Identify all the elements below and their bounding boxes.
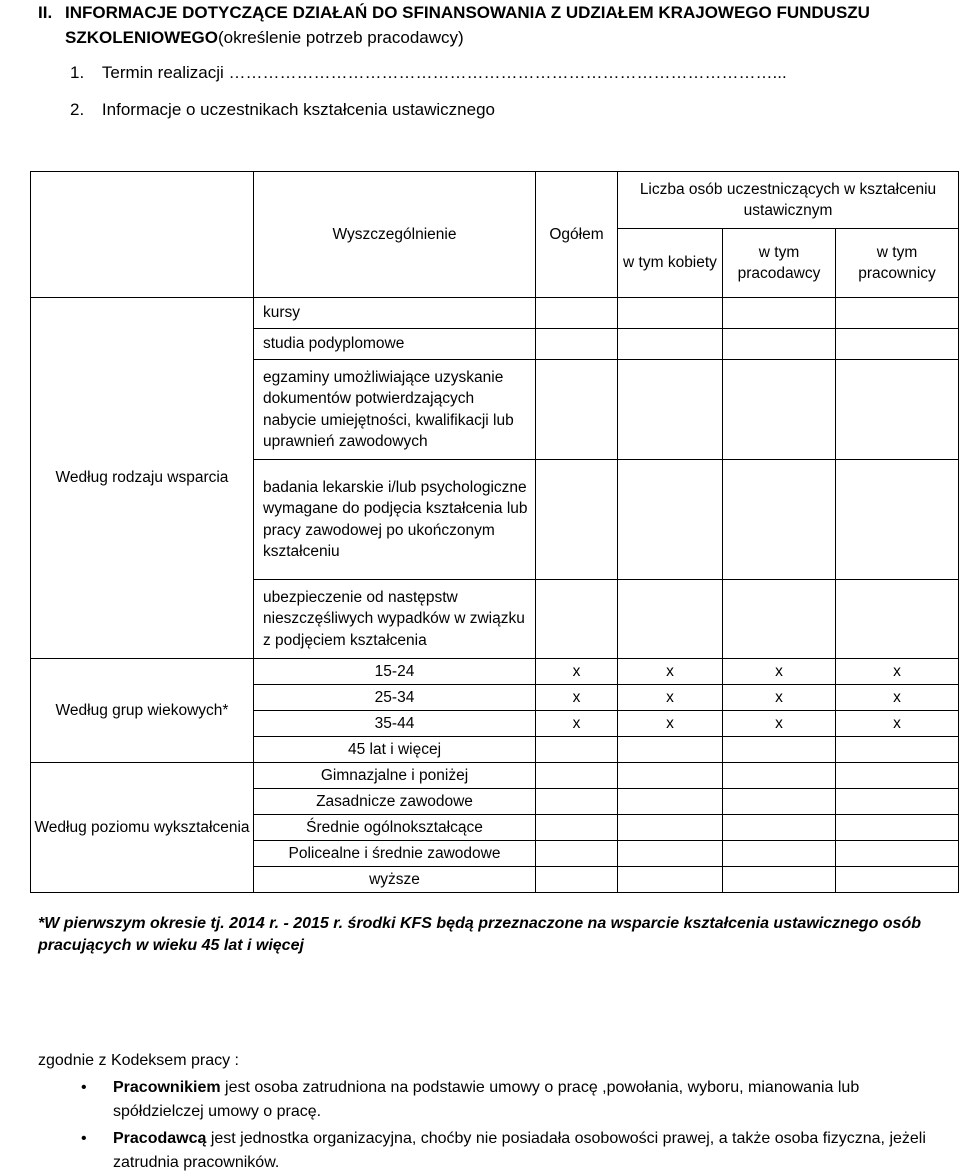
table-cell[interactable] [536,329,618,360]
age-row-label: 15-24 [254,659,536,685]
list-item-number: 1. [70,63,85,82]
table-cell: x [723,659,836,685]
table-cell[interactable] [723,815,836,841]
table-cell[interactable] [723,763,836,789]
table-cell[interactable] [836,763,959,789]
table-cell[interactable] [836,298,959,329]
definition-text: jest jednostka organizacyjna, choćby nie posiadała osobowości prawej, a także osoba fizyczna, jeżeli zatrudnia pracowników. [113,1129,926,1171]
table-cell[interactable] [836,580,959,659]
support-row-label: ubezpieczenie od następstw nieszczęśliwych wypadków w związku z podjęciem kształcenia [254,580,536,659]
header-empty-cell [31,172,254,298]
section-title [65,0,935,50]
table-cell[interactable] [836,841,959,867]
table-cell[interactable] [536,580,618,659]
header-kobiety: w tym kobiety [618,229,723,298]
table-cell[interactable] [618,763,723,789]
header-wyszczegolnienie: Wyszczególnienie [254,172,536,298]
table-cell[interactable] [536,763,618,789]
table-cell[interactable] [618,329,723,360]
table-cell: x [536,711,618,737]
table-cell[interactable] [723,737,836,763]
table-cell[interactable] [836,360,959,460]
table-cell: x [536,685,618,711]
table-cell[interactable] [618,737,723,763]
table-cell[interactable] [836,867,959,893]
education-row-label: Średnie ogólnokształcące [254,815,536,841]
table-cell: x [836,711,959,737]
table-cell[interactable] [836,815,959,841]
table-cell[interactable] [836,737,959,763]
table-cell[interactable] [723,460,836,580]
header-ogolem: Ogółem [536,172,618,298]
table-cell: x [618,711,723,737]
education-row-label: wyższe [254,867,536,893]
table-cell[interactable] [723,298,836,329]
bullet-icon: • [81,1078,87,1096]
table-cell[interactable] [536,737,618,763]
table-cell[interactable] [618,360,723,460]
table-cell[interactable] [536,789,618,815]
list-item-text: Informacje o uczestnikach kształcenia ustawicznego [101,100,496,119]
footnote: *W pierwszym okresie tj. 2014 r. - 2015 r. środki KFS będą przeznaczone na wsparcie kształcenia ustawicznego osób pracujących w wieku 45 lat i więcej [38,915,921,954]
table-cell[interactable] [536,867,618,893]
definition-item-pracownik [38,1076,938,1125]
definition-text: jest osoba zatrudniona na podstawie umowy o pracę ,powołania, wyboru, mianowania lub spółdzielczej umowy o pracę. [113,1078,860,1120]
table-cell[interactable] [723,789,836,815]
section-title-normal: (określenie potrzeb pracodawcy) [218,28,464,47]
group-label-poziom-wyksztalcenia: Według poziomu wykształcenia [31,763,254,893]
definition-item-pracodawca [38,1127,938,1176]
definitions-intro: zgodnie z Kodeksem pracy : [38,1052,239,1069]
table-cell[interactable] [723,329,836,360]
section-title-bold: INFORMACJE DOTYCZĄCE DZIAŁAŃ DO SFINANSOWANIA Z UDZIAŁEM KRAJOWEGO FUNDUSZU SZKOLENIOWEGO [65,3,870,47]
definition-term: Pracownikiem [113,1078,221,1096]
list-item-number: 2. [70,100,85,119]
table-cell[interactable] [618,789,723,815]
table-cell[interactable] [536,815,618,841]
table-cell[interactable] [618,298,723,329]
table-cell[interactable] [723,360,836,460]
table-cell: x [536,659,618,685]
list-item-text: Termin realizacji ……………………………………………………………………………………... [101,63,787,82]
table-cell[interactable] [618,580,723,659]
table-cell[interactable] [836,789,959,815]
definition-term: Pracodawcą [113,1129,207,1147]
age-row-label: 35-44 [254,711,536,737]
group-label-grupy-wiekowe: Według grup wiekowych* [31,659,254,763]
definitions-list [38,1076,938,1176]
table-cell[interactable] [836,329,959,360]
table-cell: x [836,659,959,685]
table-cell[interactable] [618,841,723,867]
table-cell: x [618,685,723,711]
support-row-label: studia podyplomowe [254,329,536,360]
group-label-rodzaj-wsparcia: Według rodzaju wsparcia [31,298,254,659]
bullet-icon: • [81,1129,87,1147]
table-cell[interactable] [618,460,723,580]
header-pracodawcy: w tym pracodawcy [723,229,836,298]
table-cell: x [618,659,723,685]
labour-code-definitions [38,1049,938,1176]
list-item-termin [70,62,787,84]
table-cell: x [836,685,959,711]
table-cell: x [723,711,836,737]
table-cell[interactable] [618,815,723,841]
list-item-informacje [70,99,495,121]
table-cell: x [723,685,836,711]
table-cell[interactable] [723,580,836,659]
support-row-label: egzaminy umożliwiające uzyskanie dokumentów potwierdzających nabycie umiejętności, kwalifikacji lub uprawnień zawodowych [254,360,536,460]
education-row-label: Gimnazjalne i poniżej [254,763,536,789]
education-row-label: Zasadnicze zawodowe [254,789,536,815]
age-row-label: 25-34 [254,685,536,711]
education-row-label: Policealne i średnie zawodowe [254,841,536,867]
support-row-label: badania lekarskie i/lub psychologiczne wymagane do podjęcia kształcenia lub pracy zawodowej po ukończonym kształceniu [254,460,536,580]
support-row-label: kursy [254,298,536,329]
table-cell[interactable] [536,460,618,580]
table-cell[interactable] [536,360,618,460]
table-cell[interactable] [836,460,959,580]
table-cell[interactable] [536,841,618,867]
section-number: II. [38,3,53,22]
table-cell[interactable] [618,867,723,893]
table-cell[interactable] [723,867,836,893]
participants-table [30,171,959,893]
header-liczba-osob: Liczba osób uczestniczących w kształceniu ustawicznym [618,172,959,229]
age-row-label: 45 lat i więcej [254,737,536,763]
table-cell[interactable] [536,298,618,329]
table-cell[interactable] [723,841,836,867]
header-pracownicy: w tym pracownicy [836,229,959,298]
